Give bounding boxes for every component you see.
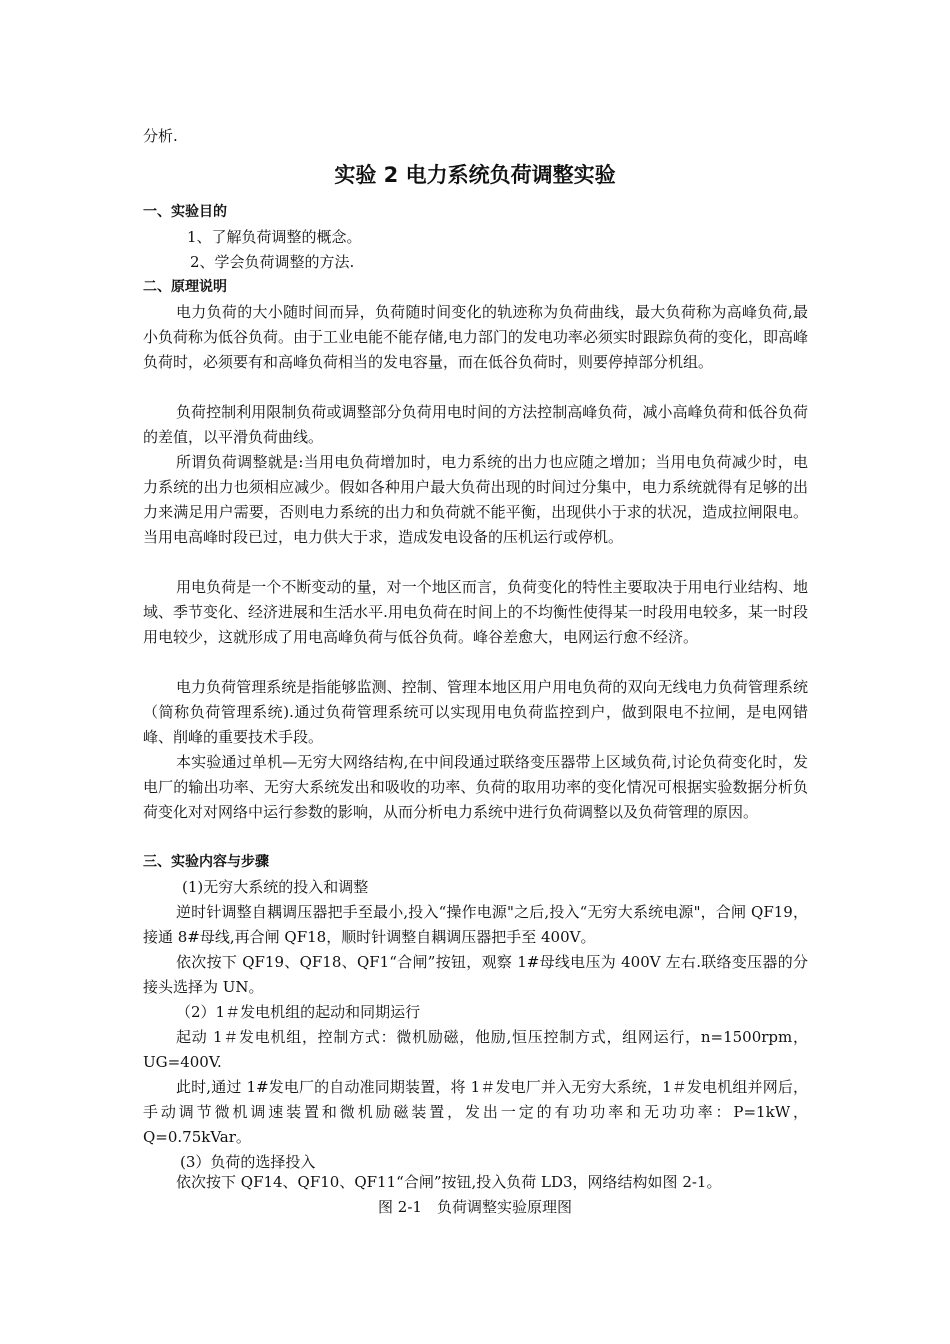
figure-caption: 图 2-1 负荷调整实验原理图 (378, 1198, 572, 1216)
purpose-item-2: 2、学会负荷调整的方法. (190, 253, 355, 271)
principle-paragraph-2: 负荷控制利用限制负荷或调整部分负荷用电时间的方法控制高峰负荷，减小高峰负荷和低谷负荷的差值，以平滑负荷曲线。 (143, 403, 808, 446)
purpose-item-1: 1、了解负荷调整的概念。 (187, 228, 362, 246)
principle-paragraph-1: 电力负荷的大小随时间而异，负荷随时间变化的轨迹称为负荷曲线，最大负荷称为高峰负荷,最小负荷称为低谷负荷。由于工业电能不能存储,电力部门的发电功率必须实时跟踪负荷的变化，即高峰负荷时，必须要有和高峰负荷相当的发电容量，而在低谷负荷时，则要停掉部分机组。 (143, 303, 808, 371)
step-2-paragraph-1: 起动 1＃发电机组，控制方式：微机励磁，他励,恒压控制方式，组网运行，n=1500rpm，UG=400V. (143, 1028, 808, 1071)
section-heading-procedure: 三、实验内容与步骤 (143, 854, 269, 870)
step-1-paragraph-2: 依次按下 QF19、QF18、QF1“合闸”按钮，观察 1#母线电压为 400V 左右.联络变压器的分接头选择为 UN。 (143, 953, 808, 996)
step-3-paragraph-1: 依次按下 QF14、QF10、QF11“合闸”按钮,投入负荷 LD3，网络结构如图 2-1。 (176, 1173, 722, 1191)
top-fragment: 分析. (143, 127, 178, 145)
step-3-label: (3）负荷的选择投入 (180, 1153, 316, 1171)
principle-paragraph-6: 本实验通过单机—无穷大网络结构,在中间段通过联络变压器带上区域负荷,讨论负荷变化时，发电厂的输出功率、无穷大系统发出和吸收的功率、负荷的取用功率的变化情况可根据实验数据分析负荷变化对对网络中运行参数的影响，从而分析电力系统中进行负荷调整以及负荷管理的原因。 (143, 753, 808, 821)
page-title: 实验 2 电力系统负荷调整实验 (334, 163, 616, 187)
step-1-label: (1)无穷大系统的投入和调整 (182, 878, 369, 896)
principle-paragraph-5: 电力负荷管理系统是指能够监测、控制、管理本地区用户用电负荷的双向无线电力负荷管理系统（简称负荷管理系统).通过负荷管理系统可以实现用电负荷监控到户，做到限电不拉闸，是电网错峰、削峰的重要技术手段。 (143, 678, 808, 746)
step-2-paragraph-2: 此时,通过 1#发电厂的自动准同期装置，将 1＃发电厂并入无穷大系统，1＃发电机组并网后，手动调节微机调速装置和微机励磁装置，发出一定的有功功率和无功功率：P=1kW，Q=0.75kVar。 (143, 1078, 808, 1146)
principle-paragraph-3: 所谓负荷调整就是:当用电负荷增加时，电力系统的出力也应随之增加；当用电负荷减少时，电力系统的出力也须相应减少。假如各种用户最大负荷出现的时间过分集中，电力系统就得有足够的出力来满足用户需要，否则电力系统的出力和负荷就不能平衡，出现供小于求的状况，造成拉闸限电。当用电高峰时段已过，电力供大于求，造成发电设备的压机运行或停机。 (143, 453, 808, 546)
section-heading-purpose: 一、实验目的 (143, 204, 227, 220)
section-heading-principle: 二、原理说明 (143, 279, 227, 295)
step-2-label: （2）1＃发电机组的起动和同期运行 (176, 1003, 421, 1021)
principle-paragraph-4: 用电负荷是一个不断变动的量，对一个地区而言，负荷变化的特性主要取决于用电行业结构、地域、季节变化、经济进展和生活水平.用电负荷在时间上的不均衡性使得某一时段用电较多，某一时段用电较少，这就形成了用电高峰负荷与低谷负荷。峰谷差愈大，电网运行愈不经济。 (143, 578, 808, 646)
step-1-paragraph-1: 逆时针调整自耦调压器把手至最小,投入“操作电源"之后,投入“无穷大系统电源"，合闸 QF19，接通 8#母线,再合闸 QF18，顺时针调整自耦调压器把手至 400V。 (143, 903, 808, 946)
